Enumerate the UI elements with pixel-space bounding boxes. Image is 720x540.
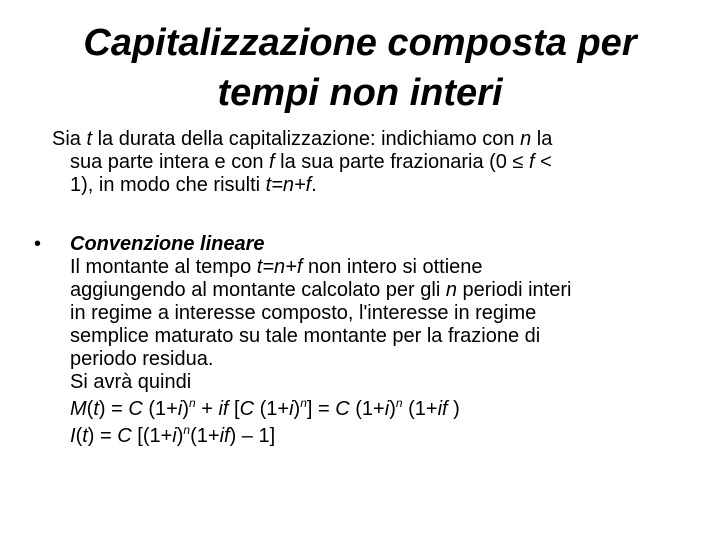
var-n: n <box>445 279 457 301</box>
var-n: n <box>520 128 532 150</box>
text: Sia <box>52 128 87 150</box>
bullet-marker: • <box>34 233 42 255</box>
text: (1+ <box>402 398 438 420</box>
text: non intero si ottiene <box>302 256 483 278</box>
var: i <box>384 398 390 420</box>
equation: t=n+f <box>256 256 303 278</box>
text: [ <box>228 398 240 420</box>
text: 1), in modo che risulti <box>70 174 266 196</box>
var: C <box>128 398 143 420</box>
var: i <box>289 398 294 420</box>
text: la durata della capitalizzazione: indichiamo con <box>92 128 521 150</box>
title-line-2: tempi non interi <box>217 72 503 114</box>
formula-montante <box>70 398 694 421</box>
var: t <box>93 398 99 420</box>
text: la <box>531 128 553 150</box>
text: < <box>534 151 552 173</box>
exponent: n <box>395 396 403 410</box>
text: aggiungendo al montante calcolato per gli <box>70 279 446 301</box>
text: ) <box>182 398 189 420</box>
text: ( <box>86 398 94 420</box>
bullet-line-6: Si avrà quindi <box>70 371 192 393</box>
text: Il montante al tempo <box>70 256 257 278</box>
bullet-line-4: semplice maturato su tale montante per la frazione di <box>70 325 541 347</box>
bullet-line-2 <box>70 279 694 302</box>
text: sua parte intera e con <box>70 151 270 173</box>
text: ) <box>87 425 95 447</box>
text: (1+ <box>190 425 220 447</box>
var: i <box>177 398 183 420</box>
text: ) <box>293 398 301 420</box>
text: [(1+ <box>131 425 173 447</box>
text: (1+ <box>254 398 290 420</box>
var: M <box>70 398 87 420</box>
intro-line-2 <box>52 151 692 174</box>
text: ] = <box>306 398 336 420</box>
bullet-heading: Convenzione lineare <box>70 233 265 255</box>
le-symbol: ≤ <box>512 151 524 173</box>
text: ) <box>447 398 460 420</box>
bullet-line-1 <box>70 256 694 279</box>
var: I <box>70 425 76 447</box>
var-f: f <box>269 151 275 173</box>
text: (1+ <box>142 398 178 420</box>
bullet-text <box>70 233 694 448</box>
var: if <box>437 398 448 420</box>
text: (1+ <box>349 398 385 420</box>
var: t <box>82 425 88 447</box>
text: periodi interi <box>456 279 572 301</box>
var-t: t <box>86 128 93 150</box>
bullet-section <box>34 233 694 448</box>
exponent: n <box>300 396 307 410</box>
text: = <box>105 398 129 420</box>
exponent: n <box>188 396 196 410</box>
var: C <box>117 425 132 447</box>
slide-title <box>40 18 680 118</box>
text: ) <box>98 398 106 420</box>
exponent: n <box>183 423 191 437</box>
bullet-line-5: periodo residua. <box>70 348 214 370</box>
title-line-1: Capitalizzazione composta per <box>83 22 637 64</box>
text: . <box>311 174 317 196</box>
var-f: f <box>529 151 535 173</box>
intro-paragraph <box>52 128 692 197</box>
intro-line-3 <box>52 174 692 197</box>
var: i <box>172 425 177 447</box>
text: ) – 1] <box>229 425 276 447</box>
var: if <box>219 425 230 447</box>
bullet-line-3: in regime a interesse composto, l'interesse in regime <box>70 302 537 324</box>
text: ) <box>176 425 184 447</box>
var: if <box>218 398 229 420</box>
var: C <box>239 398 255 420</box>
intro-line-1 <box>52 128 692 151</box>
text: + <box>195 398 219 420</box>
text: ( <box>75 425 83 447</box>
text: ) <box>389 398 396 420</box>
text: = <box>94 425 118 447</box>
var: C <box>335 398 350 420</box>
text: la sua parte frazionaria (0 <box>274 151 513 173</box>
equation: t=n+f <box>265 174 312 196</box>
formula-interesse <box>70 425 694 448</box>
